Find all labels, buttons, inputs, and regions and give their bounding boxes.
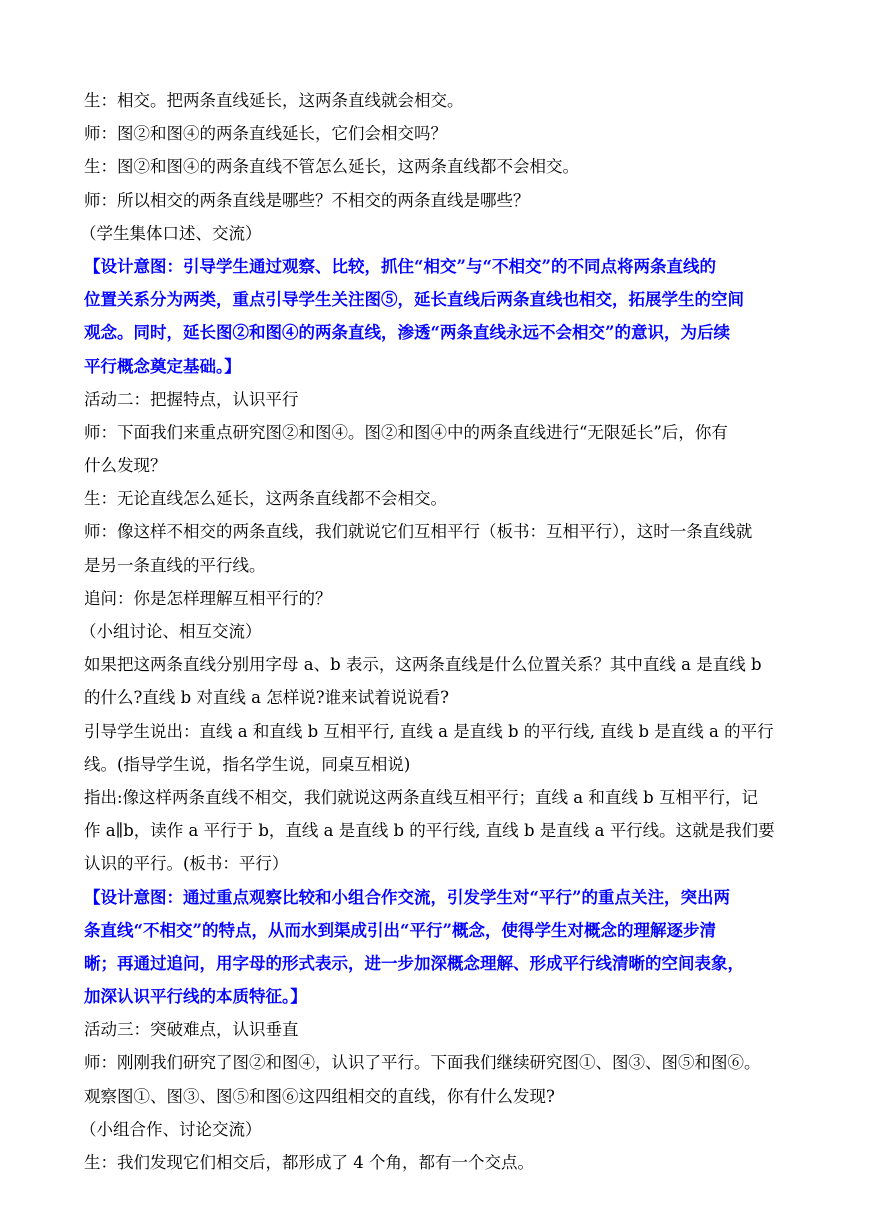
text-line: 如果把这两条直线分别用字母 a、b 表示，这两条直线是什么位置关系？其中直线 a 是直线 b bbox=[84, 655, 762, 675]
text-line: （学生集体口述、交流） bbox=[80, 223, 262, 243]
design-intent-line: 加深认识平行线的本质特征。】 bbox=[84, 987, 307, 1007]
section-heading: 活动三：突破难点，认识垂直 bbox=[84, 1020, 299, 1040]
text-line: 线。(指导学生说，指名学生说，同桌互相说) bbox=[84, 754, 411, 774]
design-intent-line: 观念。同时，延长图②和图④的两条直线，渗透“两条直线永远不会相交”的意识，为后续 bbox=[84, 323, 730, 343]
text-line: 认识的平行。(板书：平行） bbox=[84, 854, 289, 874]
design-intent-line: 晰；再通过追问，用字母的形式表示，进一步加深概念理解、形成平行线清晰的空间表象， bbox=[84, 953, 744, 973]
design-intent-line: 平行概念奠定基础。】 bbox=[84, 356, 241, 376]
text-line: 指出:像这样两条直线不相交，我们就说这两条直线互相平行；直线 a 和直线 b 互相平行，记 bbox=[84, 787, 758, 807]
text-line: 生：我们发现它们相交后，都形成了 4 个角，都有一个交点。 bbox=[84, 1153, 534, 1172]
text-line: 生：无论直线怎么延长，这两条直线都不会相交。 bbox=[84, 489, 447, 509]
design-intent-line: 【设计意图：引导学生通过观察、比较，抓住“相交”与“不相交”的不同点将两条直线的 bbox=[84, 256, 716, 276]
design-intent-line: 位置关系分为两类，重点引导学生关注图⑤，延长直线后两条直线也相交，拓展学生的空间 bbox=[84, 290, 744, 310]
text-line: 生：图②和图④的两条直线不管怎么延长，这两条直线都不会相交。 bbox=[84, 157, 579, 177]
text-line: （小组讨论、相互交流） bbox=[80, 622, 262, 641]
section-heading: 活动二：把握特点，认识平行 bbox=[84, 389, 299, 409]
text-line: 师：图②和图④的两条直线延长，它们会相交吗？ bbox=[84, 124, 447, 144]
text-line: 师：像这样不相交的两条直线，我们就说它们互相平行（板书：互相平行），这时一条直线就 bbox=[84, 522, 753, 542]
text-line: 的什么?直线 b 对直线 a 怎样说?谁来试着说说看? bbox=[84, 688, 449, 708]
text-line: 师：下面我们来重点研究图②和图④。图②和图④中的两条直线进行“无限延长”后，你有 bbox=[84, 422, 728, 442]
design-intent-line: 条直线“不相交”的特点，从而水到渠成引出“平行”概念，使得学生对概念的理解逐步清 bbox=[84, 920, 716, 940]
document-page bbox=[80, 84, 794, 1179]
text-line: 是另一条直线的平行线。 bbox=[84, 555, 266, 575]
text-line: （小组合作、讨论交流） bbox=[80, 1119, 262, 1139]
text-line: 生：相交。把两条直线延长，这两条直线就会相交。 bbox=[84, 91, 464, 110]
text-line: 作 a∥b，读作 a 平行于 b，直线 a 是直线 b 的平行线, 直线 b 是直线 a 平行线。这就是我们要 bbox=[84, 821, 775, 841]
text-line: 师：所以相交的两条直线是哪些？不相交的两条直线是哪些？ bbox=[84, 190, 530, 210]
text-line: 追问：你是怎样理解互相平行的？ bbox=[84, 588, 332, 608]
text-line: 什么发现？ bbox=[84, 456, 167, 476]
design-intent-line: 【设计意图：通过重点观察比较和小组合作交流，引发学生对“平行”的重点关注，突出两 bbox=[84, 887, 730, 907]
text-line: 师：刚刚我们研究了图②和图④，认识了平行。下面我们继续研究图①、图③、图⑤和图⑥。 bbox=[84, 1053, 761, 1073]
text-line: 观察图①、图③、图⑤和图⑥这四组相交的直线，你有什么发现? bbox=[84, 1086, 555, 1106]
text-line: 引导学生说出：直线 a 和直线 b 互相平行, 直线 a 是直线 b 的平行线, 直线 b 是直线 a 的平行 bbox=[84, 721, 774, 741]
